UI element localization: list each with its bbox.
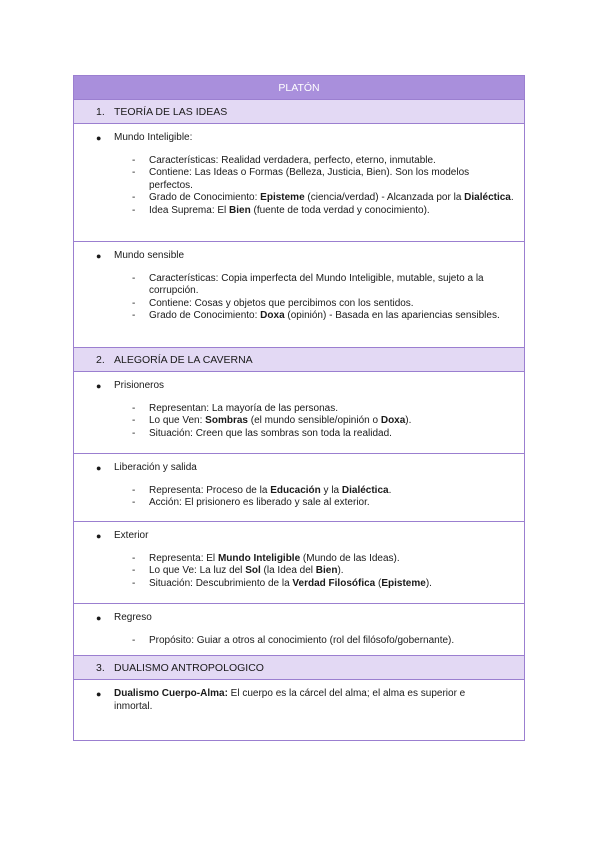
block-regreso [74, 604, 524, 656]
list-item: - Grado de Conocimiento: Doxa (opinión) - Basada en las apariencias sensibles. [132, 310, 514, 323]
list-item: - Características: Realidad verdadera, perfecto, eterno, inmutable. [132, 155, 514, 168]
section-number: 1. [96, 106, 105, 118]
list-item: - Grado de Conocimiento: Episteme (ciencia/verdad) - Alcanzada por la Dialéctica. [132, 192, 514, 205]
list-item: - Lo que Ven: Sombras (el mundo sensible/opinión o Doxa). [132, 415, 514, 428]
section-number: 2. [96, 354, 105, 366]
bullet-icon: ● [96, 463, 102, 473]
bullet-icon: ● [96, 381, 102, 391]
block-heading: Liberación y salida [114, 462, 197, 473]
list-item: - Propósito: Guiar a otros al conocimiento (rol del filósofo/gobernante). [132, 635, 514, 648]
section-header-caverna [74, 348, 524, 372]
sub-list [74, 485, 514, 510]
block-mundo-inteligible [74, 124, 524, 242]
section-label: ALEGORÍA DE LA CAVERNA [114, 354, 253, 366]
sub-list [74, 403, 514, 441]
table-title-text: PLATÓN [278, 82, 320, 94]
section-label: TEORÍA DE LAS IDEAS [114, 106, 228, 118]
list-item: - Contiene: Las Ideas o Formas (Belleza, Justicia, Bien). Son los modelos perfectos. [132, 167, 514, 192]
block-heading: Mundo sensible [114, 250, 185, 261]
section-label: DUALISMO ANTROPOLOGICO [114, 662, 264, 674]
list-item: - Lo que Ve: La luz del Sol (la Idea del Bien). [132, 565, 514, 578]
bullet-icon: ● [96, 613, 102, 623]
block-heading: Mundo Inteligible: [114, 132, 193, 143]
list-item: - Situación: Creen que las sombras son toda la realidad. [132, 428, 514, 441]
block-heading: Exterior [114, 530, 149, 541]
sub-list [74, 273, 514, 323]
bullet-icon: ● [96, 251, 102, 261]
list-item: - Características: Copia imperfecta del Mundo Inteligible, mutable, sujeto a la corrupción. [132, 273, 514, 298]
list-item: - Contiene: Cosas y objetos que percibimos con los sentidos. [132, 298, 514, 311]
block-prisioneros [74, 372, 524, 454]
sub-list [74, 553, 514, 591]
list-item: - Representan: La mayoría de las personas. [132, 403, 514, 416]
section-header-dualismo [74, 656, 524, 680]
table-title [74, 76, 524, 100]
list-item: - Representa: Proceso de la Educación y la Dialéctica. [132, 485, 514, 498]
section-number: 3. [96, 662, 105, 674]
block-heading: Prisioneros [114, 380, 165, 391]
list-item: - Idea Suprema: El Bien (fuente de toda verdad y conocimiento). [132, 205, 514, 218]
list-item: - Acción: El prisionero es liberado y sale al exterior. [132, 497, 514, 510]
list-item: - Situación: Descubrimiento de la Verdad Filosófica (Episteme). [132, 578, 514, 591]
bullet-icon: ● [96, 689, 102, 699]
block-dualismo [74, 680, 524, 740]
block-liberacion [74, 454, 524, 522]
section-header-ideas [74, 100, 524, 124]
block-mundo-sensible [74, 242, 524, 348]
sub-list [74, 635, 514, 648]
bullet-icon: ● [96, 531, 102, 541]
block-exterior [74, 522, 524, 604]
platon-table [73, 75, 525, 741]
dualismo-text: Dualismo Cuerpo-Alma: El cuerpo es la cárcel del alma; el alma es superior e inmortal. [114, 688, 466, 712]
block-heading: Regreso [114, 612, 152, 623]
bullet-icon: ● [96, 133, 102, 143]
sub-list [74, 155, 514, 218]
list-item: - Representa: El Mundo Inteligible (Mundo de las Ideas). [132, 553, 514, 566]
